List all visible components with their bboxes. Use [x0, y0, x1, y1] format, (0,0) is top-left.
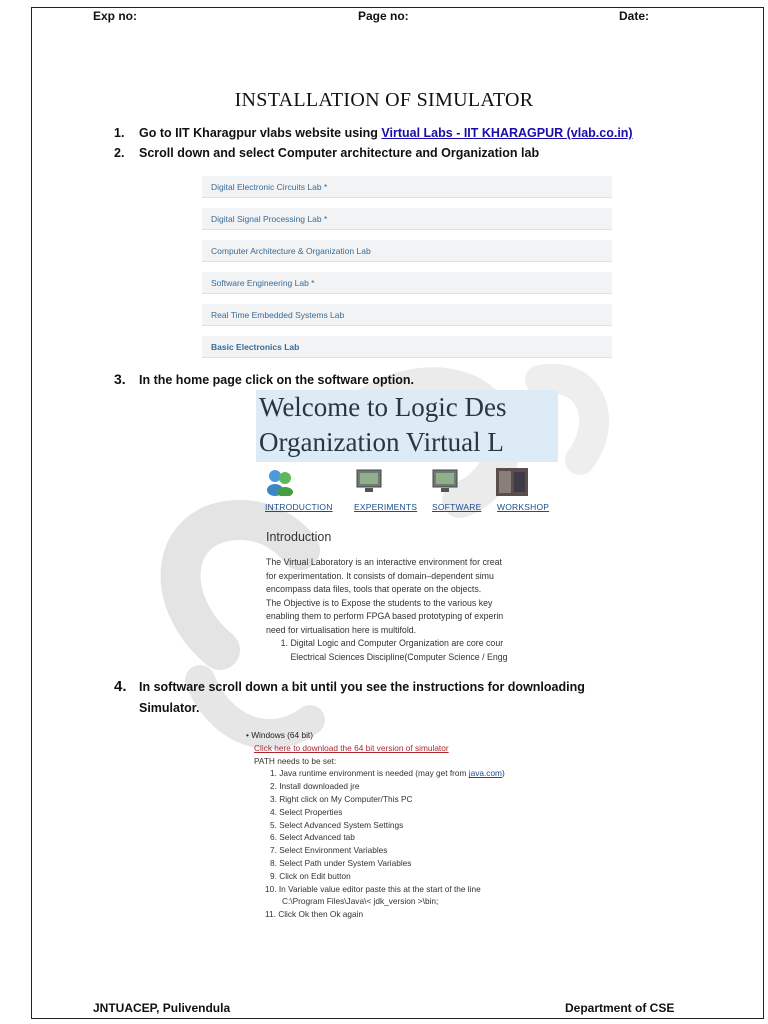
- page-title: INSTALLATION OF SIMULATOR: [234, 89, 534, 111]
- monitor-icon[interactable]: [356, 468, 382, 494]
- step-3-number: 3.: [114, 371, 126, 387]
- welcome-line-1: Welcome to Logic Des: [259, 392, 507, 422]
- java-path-value: C:\Program Files\Java\< jdk_version >\bin;: [282, 896, 439, 907]
- install-step: 5. Select Advanced System Settings: [270, 819, 404, 830]
- intro-line: encompass data files, tools that operate on the objects.: [266, 584, 482, 594]
- intro-text: [266, 556, 558, 664]
- exp-no-label: Exp no:: [93, 9, 137, 23]
- lab-item[interactable]: Digital Electronic Circuits Lab *: [202, 176, 612, 198]
- install-step: 2. Install downloaded jre: [270, 781, 360, 792]
- page-no-label: Page no:: [358, 9, 409, 23]
- step-3: [114, 371, 414, 387]
- step-2-text: Scroll down and select Computer architecture and Organization lab: [139, 146, 540, 160]
- people-icon[interactable]: [266, 468, 294, 496]
- download-simulator-link[interactable]: Click here to download the 64 bit version of simulator: [254, 742, 449, 753]
- intro-line: The Objective is to Expose the students to the various key: [266, 597, 493, 608]
- site-screenshot: [256, 390, 558, 672]
- install-instructions: [246, 730, 546, 922]
- step-1-text: Go to IIT Kharagpur vlabs website using: [139, 126, 382, 140]
- install-step: 1. Java runtime environment is needed (may get from java.com): [270, 768, 505, 779]
- install-step: 10. In Variable value editor paste this at the start of the line: [265, 883, 481, 894]
- path-note: PATH needs to be set:: [254, 755, 337, 766]
- welcome-line-2: Organization Virtual L: [259, 427, 504, 457]
- lab-list: [202, 176, 612, 368]
- step-4-text-cont: Simulator.: [139, 701, 200, 715]
- install-step: 11. Click Ok then Ok again: [265, 909, 364, 920]
- os-heading: • Windows (64 bit): [246, 730, 313, 740]
- site-nav: [256, 462, 558, 514]
- step-3-text: In the home page click on the software option.: [139, 373, 415, 387]
- monitor-icon[interactable]: [432, 468, 458, 494]
- lab-item-computer-architecture[interactable]: Computer Architecture & Organization Lab: [202, 240, 612, 262]
- step-4-text: In software scroll down a bit until you see the instructions for downloading: [139, 680, 585, 694]
- step-4-number: 4.: [114, 678, 127, 695]
- intro-line: need for virtualisation here is multifold.: [266, 624, 417, 635]
- step-1: [114, 126, 633, 140]
- intro-line: enabling them to perform FPGA based prototyping of experin: [266, 611, 504, 621]
- vlabs-link[interactable]: Virtual Labs - IIT KHARAGPUR (vlab.co.in): [381, 126, 633, 140]
- nav-software[interactable]: SOFTWARE: [432, 502, 482, 512]
- install-step: 7. Select Environment Variables: [270, 845, 388, 856]
- install-step: 3. Right click on My Computer/This PC: [270, 793, 413, 804]
- step-2: [114, 146, 539, 160]
- intro-heading: Introduction: [266, 530, 332, 544]
- intro-line: Electrical Sciences Discipline(Computer Science / Engg: [266, 651, 508, 662]
- date-label: Date:: [619, 9, 650, 23]
- footer-college: JNTUACEP, Pulivendula: [93, 1001, 231, 1015]
- step-2-number: 2.: [114, 146, 125, 160]
- step-4: [114, 678, 585, 695]
- step-1-number: 1.: [114, 126, 125, 140]
- intro-line: The Virtual Laboratory is an interactive environment for creat: [266, 557, 503, 567]
- lab-item[interactable]: Software Engineering Lab *: [202, 272, 612, 294]
- install-step: 8. Select Path under System Variables: [270, 857, 412, 868]
- workshop-photo-icon[interactable]: [496, 468, 528, 496]
- welcome-banner: [256, 390, 558, 462]
- intro-line: 1. Digital Logic and Computer Organization are core cour: [266, 638, 504, 648]
- install-step: 9. Click on Edit button: [270, 870, 351, 881]
- install-step: 4. Select Properties: [270, 806, 343, 817]
- lab-item[interactable]: Real Time Embedded Systems Lab: [202, 304, 612, 326]
- nav-workshop[interactable]: WORKSHOP: [497, 502, 550, 512]
- intro-line: for experimentation. It consists of domain–dependent simu: [266, 570, 494, 581]
- install-step: 6. Select Advanced tab: [270, 832, 355, 843]
- nav-introduction[interactable]: INTRODUCTION: [265, 502, 333, 512]
- nav-experiments[interactable]: EXPERIMENTS: [354, 502, 418, 512]
- lab-item[interactable]: Basic Electronics Lab: [202, 336, 612, 358]
- footer-department: Department of CSE: [565, 1001, 675, 1015]
- java-link[interactable]: java.com: [468, 768, 502, 779]
- lab-item[interactable]: Digital Signal Processing Lab *: [202, 208, 612, 230]
